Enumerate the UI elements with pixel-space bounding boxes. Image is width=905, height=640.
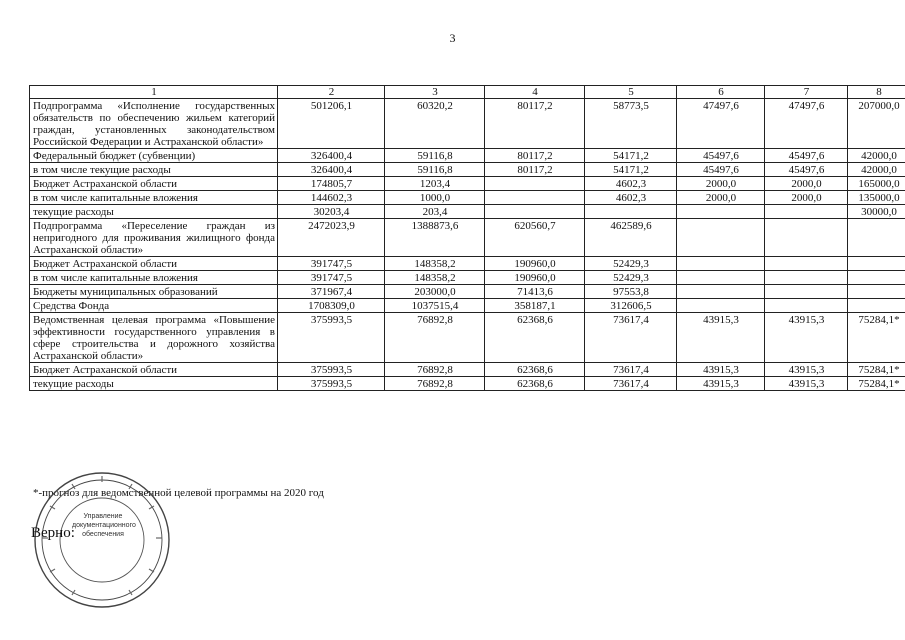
value-cell-c7 xyxy=(765,271,848,285)
table-header-row xyxy=(30,86,905,99)
value-cell-c3: 76892,8 xyxy=(385,313,485,363)
page-number: 3 xyxy=(449,31,456,45)
value-cell-c7 xyxy=(765,205,848,219)
value-cell-c5: 73617,4 xyxy=(585,363,677,377)
value-cell-c5: 4602,3 xyxy=(585,191,677,205)
row-label: Подпрограмма «Переселение граждан из непригодного для проживания жилищного фонда Астраханской области» xyxy=(30,219,278,257)
seal-text-line: Управление xyxy=(83,513,123,520)
value-cell-c7 xyxy=(765,257,848,271)
value-cell-c3: 59116,8 xyxy=(385,149,485,163)
seal-text-line: обеспечения xyxy=(82,531,124,538)
value-cell-c8: 75284,1* xyxy=(848,313,905,363)
value-cell-c2: 371967,4 xyxy=(278,285,385,299)
value-cell-c8: 30000,0 xyxy=(848,205,905,219)
value-cell-c2: 391747,5 xyxy=(278,271,385,285)
value-cell-c4: 71413,6 xyxy=(485,285,585,299)
table-row xyxy=(30,363,905,377)
value-cell-c8 xyxy=(848,299,905,313)
value-cell-c5: 73617,4 xyxy=(585,377,677,391)
footnote: *-прогноз для ведомственной целевой программы на 2020 год xyxy=(33,487,324,499)
table-row xyxy=(30,377,905,391)
value-cell-c3: 203,4 xyxy=(385,205,485,219)
value-cell-c8: 42000,0 xyxy=(848,163,905,177)
value-cell-c4: 80117,2 xyxy=(485,149,585,163)
value-cell-c8: 207000,0 xyxy=(848,99,905,149)
header-cell: 5 xyxy=(585,86,677,99)
value-cell-c6 xyxy=(677,205,765,219)
value-cell-c7: 2000,0 xyxy=(765,191,848,205)
value-cell-c3: 76892,8 xyxy=(385,363,485,377)
value-cell-c4: 62368,6 xyxy=(485,313,585,363)
value-cell-c4 xyxy=(485,205,585,219)
row-label: Федеральный бюджет (субвенции) xyxy=(30,149,278,163)
value-cell-c4 xyxy=(485,191,585,205)
value-cell-c3: 76892,8 xyxy=(385,377,485,391)
table-row xyxy=(30,257,905,271)
budget-table xyxy=(29,85,905,391)
value-cell-c4: 62368,6 xyxy=(485,377,585,391)
value-cell-c4: 80117,2 xyxy=(485,163,585,177)
value-cell-c3: 1037515,4 xyxy=(385,299,485,313)
table-row xyxy=(30,191,905,205)
table-row xyxy=(30,205,905,219)
row-label: в том числе капитальные вложения xyxy=(30,191,278,205)
table-row xyxy=(30,299,905,313)
value-cell-c2: 375993,5 xyxy=(278,313,385,363)
row-label: текущие расходы xyxy=(30,205,278,219)
table-row xyxy=(30,271,905,285)
header-cell: 3 xyxy=(385,86,485,99)
table-row xyxy=(30,99,905,149)
value-cell-c4: 620560,7 xyxy=(485,219,585,257)
row-label: Бюджет Астраханской области xyxy=(30,257,278,271)
value-cell-c5: 4602,3 xyxy=(585,177,677,191)
value-cell-c5: 462589,6 xyxy=(585,219,677,257)
value-cell-c2: 501206,1 xyxy=(278,99,385,149)
value-cell-c7 xyxy=(765,285,848,299)
value-cell-c6: 45497,6 xyxy=(677,149,765,163)
value-cell-c8: 75284,1* xyxy=(848,377,905,391)
value-cell-c7: 45497,6 xyxy=(765,163,848,177)
value-cell-c6: 2000,0 xyxy=(677,177,765,191)
row-label: Бюджет Астраханской области xyxy=(30,177,278,191)
value-cell-c7 xyxy=(765,299,848,313)
row-label: Ведомственная целевая программа «Повышение эффективности государственного управления в сфере строительства и дорожного хозяйства Астраханской области» xyxy=(30,313,278,363)
value-cell-c2: 375993,5 xyxy=(278,363,385,377)
value-cell-c4 xyxy=(485,177,585,191)
value-cell-c2: 1708309,0 xyxy=(278,299,385,313)
value-cell-c8: 135000,0 xyxy=(848,191,905,205)
value-cell-c7 xyxy=(765,219,848,257)
value-cell-c4: 190960,0 xyxy=(485,271,585,285)
value-cell-c6 xyxy=(677,219,765,257)
value-cell-c5: 312606,5 xyxy=(585,299,677,313)
row-label: Бюджет Астраханской области xyxy=(30,363,278,377)
row-label: в том числе капитальные вложения xyxy=(30,271,278,285)
value-cell-c2: 144602,3 xyxy=(278,191,385,205)
table-row xyxy=(30,163,905,177)
value-cell-c3: 1203,4 xyxy=(385,177,485,191)
value-cell-c2: 375993,5 xyxy=(278,377,385,391)
header-cell: 4 xyxy=(485,86,585,99)
value-cell-c6 xyxy=(677,257,765,271)
value-cell-c5: 52429,3 xyxy=(585,271,677,285)
seal-text-line: документационного xyxy=(72,522,136,529)
value-cell-c5: 54171,2 xyxy=(585,163,677,177)
value-cell-c5: 73617,4 xyxy=(585,313,677,363)
verno-label: Верно: xyxy=(31,525,75,541)
value-cell-c3: 203000,0 xyxy=(385,285,485,299)
value-cell-c5: 54171,2 xyxy=(585,149,677,163)
value-cell-c2: 391747,5 xyxy=(278,257,385,271)
value-cell-c3: 148358,2 xyxy=(385,271,485,285)
value-cell-c5: 52429,3 xyxy=(585,257,677,271)
value-cell-c6: 2000,0 xyxy=(677,191,765,205)
header-cell: 7 xyxy=(765,86,848,99)
value-cell-c2: 174805,7 xyxy=(278,177,385,191)
value-cell-c5: 58773,5 xyxy=(585,99,677,149)
value-cell-c8: 165000,0 xyxy=(848,177,905,191)
value-cell-c8 xyxy=(848,285,905,299)
value-cell-c2: 2472023,9 xyxy=(278,219,385,257)
header-cell: 8 xyxy=(848,86,905,99)
value-cell-c8 xyxy=(848,219,905,257)
value-cell-c6 xyxy=(677,271,765,285)
value-cell-c7: 47497,6 xyxy=(765,99,848,149)
value-cell-c2: 326400,4 xyxy=(278,163,385,177)
value-cell-c4: 358187,1 xyxy=(485,299,585,313)
value-cell-c3: 60320,2 xyxy=(385,99,485,149)
value-cell-c8 xyxy=(848,271,905,285)
value-cell-c8: 75284,1* xyxy=(848,363,905,377)
value-cell-c6 xyxy=(677,285,765,299)
table-row xyxy=(30,177,905,191)
value-cell-c3: 1388873,6 xyxy=(385,219,485,257)
value-cell-c2: 326400,4 xyxy=(278,149,385,163)
header-cell: 2 xyxy=(278,86,385,99)
value-cell-c4: 80117,2 xyxy=(485,99,585,149)
value-cell-c8: 42000,0 xyxy=(848,149,905,163)
value-cell-c7: 43915,3 xyxy=(765,363,848,377)
value-cell-c5: 97553,8 xyxy=(585,285,677,299)
value-cell-c2: 30203,4 xyxy=(278,205,385,219)
table-row xyxy=(30,285,905,299)
value-cell-c4: 190960,0 xyxy=(485,257,585,271)
table-row xyxy=(30,313,905,363)
value-cell-c6: 45497,6 xyxy=(677,163,765,177)
row-label: текущие расходы xyxy=(30,377,278,391)
row-label: Средства Фонда xyxy=(30,299,278,313)
value-cell-c5 xyxy=(585,205,677,219)
row-label: Подпрограмма «Исполнение государственных обязательств по обеспечению жильем категорий граждан, установленных законодательством Российской Федерации и Астраханской области» xyxy=(30,99,278,149)
row-label: Бюджеты муниципальных образований xyxy=(30,285,278,299)
seal-text xyxy=(72,512,134,539)
value-cell-c3: 148358,2 xyxy=(385,257,485,271)
value-cell-c7: 2000,0 xyxy=(765,177,848,191)
value-cell-c7: 43915,3 xyxy=(765,377,848,391)
value-cell-c6: 47497,6 xyxy=(677,99,765,149)
value-cell-c7: 45497,6 xyxy=(765,149,848,163)
row-label: в том числе текущие расходы xyxy=(30,163,278,177)
value-cell-c7: 43915,3 xyxy=(765,313,848,363)
value-cell-c3: 1000,0 xyxy=(385,191,485,205)
value-cell-c3: 59116,8 xyxy=(385,163,485,177)
value-cell-c8 xyxy=(848,257,905,271)
header-cell: 6 xyxy=(677,86,765,99)
value-cell-c4: 62368,6 xyxy=(485,363,585,377)
value-cell-c6: 43915,3 xyxy=(677,363,765,377)
value-cell-c6 xyxy=(677,299,765,313)
value-cell-c6: 43915,3 xyxy=(677,377,765,391)
value-cell-c6: 43915,3 xyxy=(677,313,765,363)
table-row xyxy=(30,219,905,257)
header-cell: 1 xyxy=(30,86,278,99)
table-row xyxy=(30,149,905,163)
